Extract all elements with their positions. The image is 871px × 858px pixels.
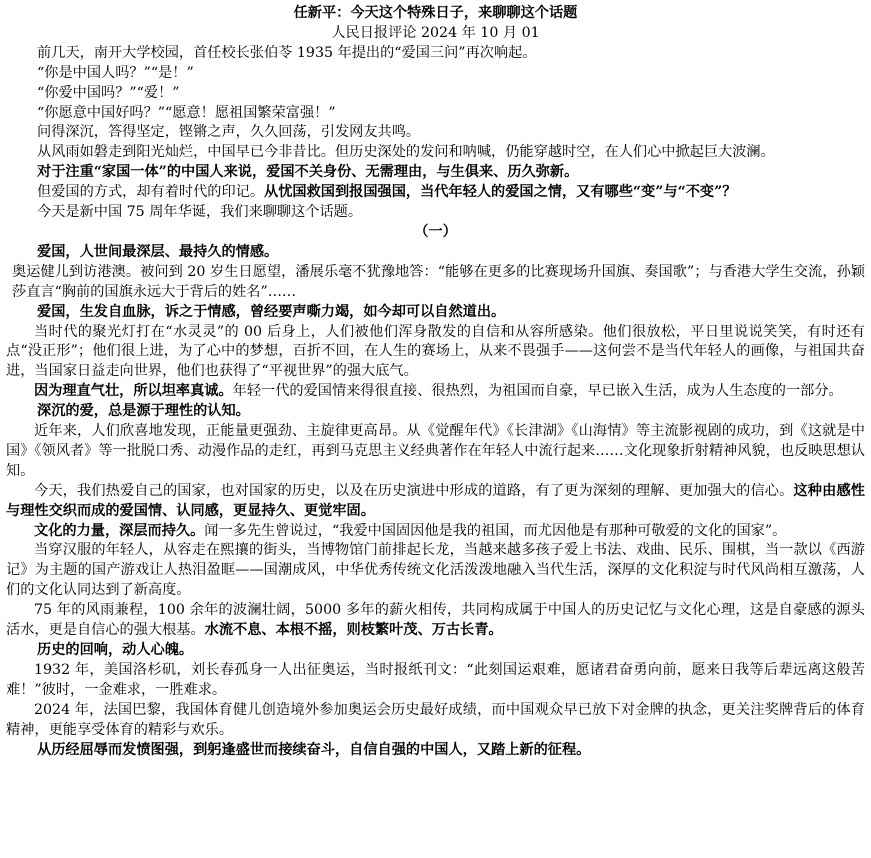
paragraph: [6, 64, 865, 84]
paragraph: [6, 104, 865, 124]
text: 闻一多先生曾说过，“我爱中国固因他是我的祖国，而尤因他是有那种可敬爱的文化的国家”。: [204, 522, 787, 539]
text: 1932 年，美国洛杉矶，刘长春孤身一人出征奥运，当时报纸刊文：“此刻国运艰难，愿诸君奋勇向前，愿来日我等后辈远离这般苦难！”彼时，一金难求，一胜难求。: [6, 661, 865, 698]
paragraph: [6, 541, 865, 601]
paragraph: [6, 44, 865, 64]
article-byline: 人民日报评论 2024 年 10 月 01: [331, 24, 540, 41]
paragraph: [6, 741, 865, 761]
text: （一）: [414, 223, 457, 240]
bold-text: 对于注重“家国一体”的中国人来说，爱国不关身份、无需理由，与生俱来、历久弥新。: [37, 164, 579, 181]
paragraph: [6, 522, 865, 542]
text: 当穿汉服的年轻人，从容走在熙攘的街头，当博物馆门前排起长龙，当越来越多孩子爱上书法、戏曲、民乐、围棋，当一款以《西游记》为主题的国产游戏让人热泪盈眶——国潮成风，中华优秀传统文化活泼泼地融入当代生活，深厚的文化积淀与时代风尚相互激荡，人们的文化认同达到了新高度。: [6, 542, 865, 599]
paragraph: [6, 303, 865, 323]
text: “你愿意中国好吗？”“愿意！愿祖国繁荣富强！”: [37, 104, 336, 121]
paragraph: [6, 402, 865, 422]
paragraph: [6, 123, 865, 143]
text: 近年来，人们欣喜地发现，正能量更强劲、主旋律更高昂。从《觉醒年代》《长津湖》《山海情》等主流影视剧的成功，到《这就是中国》《领风者》等一批脱口秀、动漫作品的走红，再到马克思主义经典著作在年轻人中流行起来……文化现象折射精神风貌，也反映思想认知。: [6, 423, 865, 479]
text: 年轻一代的爱国情来得很直接、很热烈，为祖国而自豪，早已嵌入生活，成为人生态度的一部分。: [232, 383, 843, 400]
paragraph: [6, 323, 865, 383]
text: 但爱国的方式，却有着时代的印记。: [37, 184, 265, 201]
bold-text: 深沉的爱，总是源于理性的认知。: [37, 403, 250, 420]
section-heading: [6, 223, 865, 243]
paragraph: [6, 183, 865, 203]
text: 奥运健儿到访港澳。被问到 20 岁生日愿望，潘展乐毫不犹豫地答：“能够在更多的比赛现场升国旗、奏国歌”；与香港大学生交流，孙颖莎直言“胸前的国旗永远大于背后的姓名”……: [12, 263, 865, 300]
paragraph: [6, 422, 865, 482]
article-title: 任新平：今天这个特殊日子，来聊聊这个话题: [293, 5, 578, 21]
paragraph: [6, 163, 865, 183]
paragraph: [6, 601, 865, 641]
bold-text: 因为理直气壮，所以坦率真诚。: [34, 383, 233, 400]
text: 今天，我们热爱自己的国家，也对国家的历史，以及在历史演进中形成的道路，有了更为深刻的理解、更加强大的信心。: [34, 482, 794, 499]
text: 今天是新中国 75 周年华诞，我们来聊聊这个话题。: [37, 204, 363, 221]
text: 2024 年，法国巴黎，我国体育健儿创造境外参加奥运会历史最好成绩，而中国观众早已放下对金牌的执念，更关注奖牌背后的体育精神，更能享受体育的精彩与欢乐。: [6, 701, 865, 738]
text: 当时代的聚光灯打在“水灵灵”的 00 后身上，人们被他们浑身散发的自信和从容所感染。他们很放松，平日里说说笑笑，有时还有点“没正形”；他们很上进，为了心中的梦想，百折不回，在人生的赛场上，从来不畏强手——这何尝不是当代年轻人的画像，与祖国共奋进，当国家日益走向世界，他们也获得了“平视世界”的强大底气。: [6, 323, 865, 380]
text: 75 年的风雨兼程，100 余年的波澜壮阔，5000 多年的薪火相传，共同构成属于中国人的历史记忆与文化心理，这是自豪感的源头活水，更是自信心的强大根基。: [6, 602, 865, 639]
text: 问得深沉，答得坚定，铿锵之声，久久回荡，引发网友共鸣。: [37, 124, 421, 141]
text: 前几天，南开大学校园，首任校长张伯苓 1935 年提出的“爱国三问”再次响起。: [37, 44, 537, 61]
paragraph: [6, 382, 865, 402]
bold-text: 历史的回响，动人心魄。: [37, 642, 194, 658]
paragraph: [6, 641, 865, 661]
text: “你是中国人吗？”“是！”: [37, 64, 194, 81]
bold-text: 水流不息、本根不摇，则枝繁叶茂、万古长青。: [204, 622, 503, 639]
paragraph: [6, 243, 865, 263]
bold-text: 爱国，人世间最深层、最持久的情感。: [37, 243, 279, 260]
paragraph: [6, 661, 865, 701]
paragraph: [6, 701, 865, 741]
paragraph: [6, 482, 865, 522]
text: “你爱中国吗？”“爱！”: [37, 84, 180, 101]
bold-text: 从忧国救国到报国强国，当代年轻人的爱国之情，又有哪些“变”与“不变”？: [264, 184, 737, 201]
bold-text: 从历经屈辱而发愤图强，到躬逢盛世而接续奋斗，自信自强的中国人，又踏上新的征程。: [37, 741, 591, 758]
paragraph: [6, 203, 865, 223]
article-body: [6, 44, 865, 761]
paragraph: [6, 143, 865, 163]
paragraph: [6, 84, 865, 104]
paragraph: [6, 263, 865, 303]
text: 从风雨如磐走到阳光灿烂，中国早已今非昔比。但历史深处的发问和呐喊，仍能穿越时空，在人们心中掀起巨大波澜。: [37, 144, 775, 161]
bold-text: 文化的力量，深层而持久。: [34, 522, 205, 539]
bold-text: 爱国，生发自血脉，诉之于情感，曾经要声嘶力竭，如今却可以自然道出。: [37, 303, 506, 320]
bold-text: 这种由感性与理性交织而成的爱国情、认同感，更显持久、更觉牢固。: [6, 482, 865, 519]
